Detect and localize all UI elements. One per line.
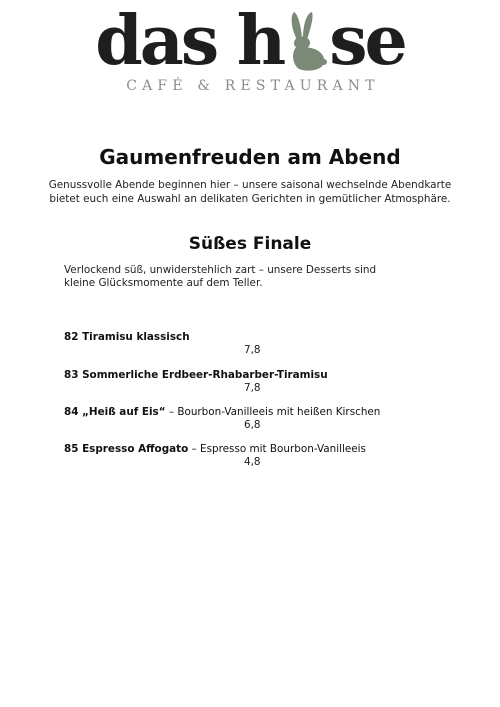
- menu-item-line: [64, 369, 454, 382]
- rabbit-icon: [283, 10, 329, 72]
- menu-item-line: [64, 331, 454, 344]
- menu-item-price: 6,8: [244, 419, 261, 431]
- logo: [0, 1, 500, 94]
- menu-item-line: [64, 406, 454, 419]
- logo-word-left: das h: [95, 1, 284, 81]
- menu-item-82: [64, 331, 454, 356]
- menu-item-price: 7,8: [244, 382, 261, 394]
- menu-item-name: 85 Espresso Affogato: [64, 443, 189, 455]
- page-intro: Genussvolle Abende beginnen hier – unsere saisonal wechselnde Abendkarte bietet euch eine Auswahl an delikaten Gerichten in gemütlicher Atmosphäre.: [48, 179, 452, 205]
- menu-item-85: [64, 443, 454, 468]
- menu-item-name: 82 Tiramisu klassisch: [64, 331, 190, 343]
- section-title: Süßes Finale: [188, 234, 312, 254]
- menu-item-83: [64, 369, 454, 394]
- logo-subtitle: CAFÉ & RESTAURANT: [126, 78, 380, 94]
- menu-item-description: – Bourbon-Vanilleeis mit heißen Kirschen: [165, 406, 381, 418]
- section-intro: Verlockend süß, unwiderstehlich zart – unsere Desserts sind kleine Glücksmomente auf dem Teller.: [64, 264, 377, 289]
- menu-item-price: 4,8: [244, 456, 261, 468]
- logo-wordmark: [95, 1, 405, 81]
- logo-word-right: se: [329, 1, 405, 81]
- menu-item-price: 7,8: [244, 344, 261, 356]
- menu-item-description: – Espresso mit Bourbon-Vanilleeis: [188, 443, 366, 455]
- menu-item-line: [64, 443, 454, 456]
- menu-item-84: [64, 406, 454, 431]
- menu-item-name: 84 „Heiß auf Eis“: [64, 406, 166, 418]
- menu-item-name: 83 Sommerliche Erdbeer-Rhabarber-Tiramisu: [64, 369, 328, 381]
- page-title: Gaumenfreuden am Abend: [99, 145, 401, 169]
